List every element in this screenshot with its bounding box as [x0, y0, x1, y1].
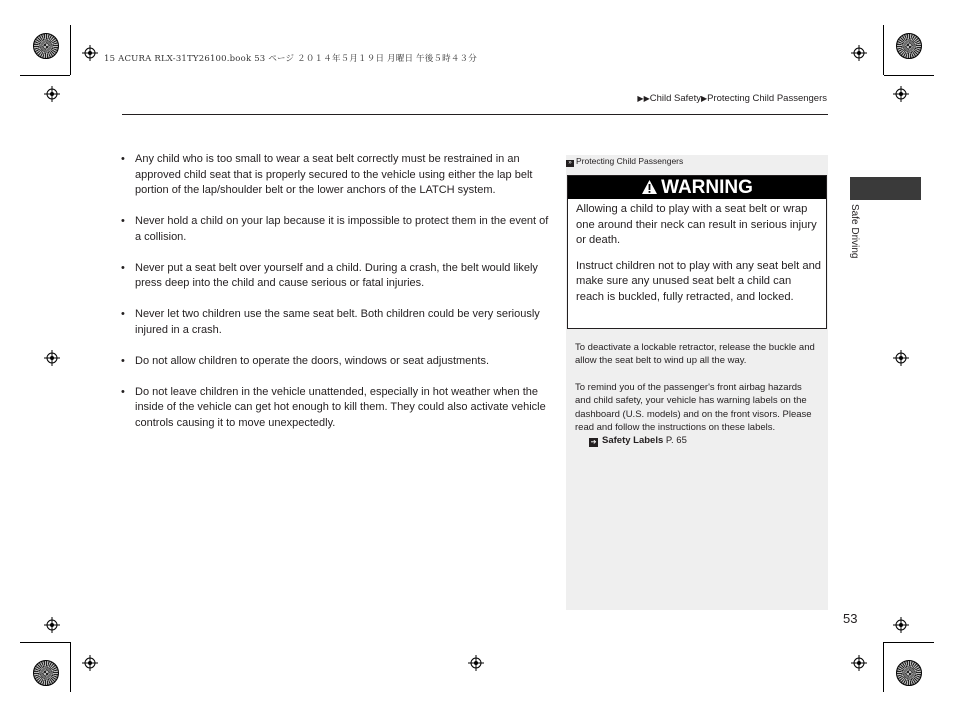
note-paragraph: To remind you of the passenger's front airbag hazards and child safety, your vehicle has warning labels on the dashboard (U.S. models) and on the front visors. Please read and follow the instructions on these labels.: [575, 381, 812, 434]
color-target-icon: [896, 33, 922, 59]
registration-mark-icon: [851, 45, 867, 61]
print-info-line: 15 ACURA RLX-31TY26100.book 53 ページ ２０１４年５月１９日 月曜日 午後５時４３分: [104, 54, 477, 64]
page-number: 53: [843, 611, 858, 626]
breadcrumb-section[interactable]: Child Safety: [649, 93, 701, 104]
registration-mark-icon: [893, 617, 909, 633]
registration-mark-icon: [893, 350, 909, 366]
sidebar-heading: » Protecting Child Passengers: [566, 156, 683, 167]
header-rule: [122, 114, 828, 115]
xref-label: Safety Labels: [602, 435, 664, 447]
list-item: • Never let two children use the same seat belt. Both children could be very seriously injured in a crash.: [121, 307, 551, 338]
double-triangle-icon: ▶▶: [637, 94, 650, 103]
registration-mark-icon: [82, 655, 98, 671]
registration-mark-icon: [851, 655, 867, 671]
color-target-icon: [896, 660, 922, 686]
xref-page: P. 65: [665, 435, 687, 447]
cross-reference-arrow-icon: ➔: [590, 439, 597, 447]
double-triangle-icon: »: [566, 160, 574, 167]
breadcrumb: [637, 93, 827, 104]
sidebar-notes: [575, 341, 820, 448]
warning-title-bar: [568, 176, 826, 199]
note-paragraph: To deactivate a lockable retractor, release the buckle and allow the seat belt to wind up all the way.: [575, 342, 815, 367]
warning-title: WARNING: [661, 177, 753, 198]
list-item: • Never put a seat belt over yourself and a child. During a crash, the belt would likely press deep into the child and cause serious or fatal injuries.: [121, 261, 551, 292]
section-tab[interactable]: [850, 177, 921, 200]
warning-triangle-icon: [641, 179, 658, 195]
section-tab-label: Safe Driving: [849, 204, 860, 259]
warning-paragraph: Instruct children not to play with any seat belt and make sure any unused seat belt a child can reach is buckled, fully retracted, and locked.: [576, 259, 822, 303]
safety-labels-link[interactable]: [589, 434, 820, 447]
safety-bullet-list: [121, 152, 551, 447]
registration-mark-icon: [893, 86, 909, 102]
triangle-icon: ▶: [700, 94, 708, 103]
list-item: • Any child who is too small to wear a seat belt correctly must be restrained in an approved child seat that is properly secured to the vehicle using either the lap belt portion of the lap/shoulder belt or the lower anchors of the LATCH system.: [121, 152, 551, 199]
warning-box: [567, 175, 827, 329]
registration-mark-icon: [468, 655, 484, 671]
color-target-icon: [33, 660, 59, 686]
registration-mark-icon: [44, 350, 60, 366]
registration-mark-icon: [44, 617, 60, 633]
warning-text: [576, 202, 822, 315]
color-target-icon: [33, 33, 59, 59]
list-item: • Do not leave children in the vehicle unattended, especially in hot weather when the inside of the vehicle can get hot enough to kill them. They could also activate vehicle controls causing it to move unexpectedly.: [121, 385, 551, 432]
breadcrumb-subsection[interactable]: Protecting Child Passengers: [707, 93, 827, 104]
registration-mark-icon: [82, 45, 98, 61]
warning-paragraph: Allowing a child to play with a seat belt or wrap one around their neck can result in serious injury or death.: [576, 203, 817, 246]
list-item: • Never hold a child on your lap because it is impossible to protect them in the event of a collision.: [121, 214, 551, 245]
list-item: • Do not allow children to operate the doors, windows or seat adjustments.: [121, 354, 551, 370]
registration-mark-icon: [44, 86, 60, 102]
